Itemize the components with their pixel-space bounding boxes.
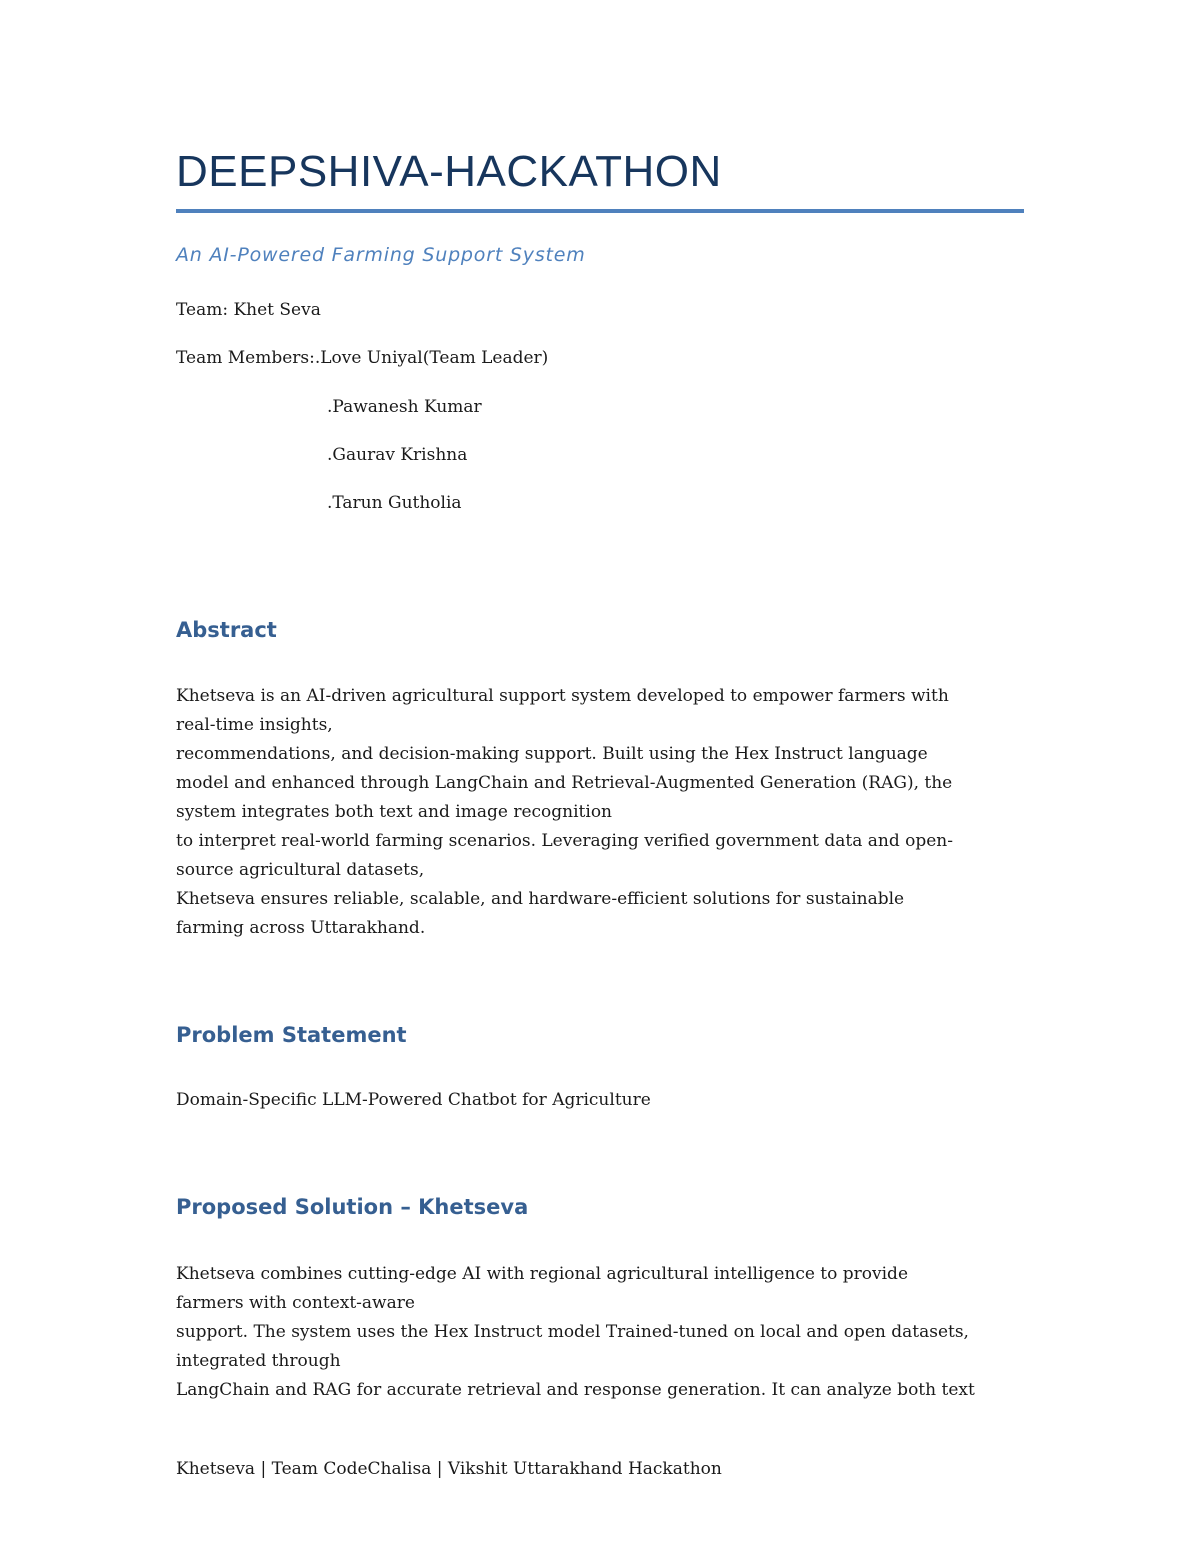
paragraph-line: Khetseva ensures reliable, scalable, and hardware-efficient solutions for sustainable xyxy=(176,889,905,909)
team-members-label: Team Members:.Love Uniyal(Team Leader) xyxy=(176,348,549,368)
paragraph-line: system integrates both text and image recognition xyxy=(176,802,612,822)
document-title: DEEPSHIVA-HACKATHON xyxy=(176,147,722,196)
proposed-solution-heading: Proposed Solution – Khetseva xyxy=(176,1195,529,1219)
title-underline xyxy=(176,209,1024,213)
abstract-heading: Abstract xyxy=(176,618,277,642)
paragraph-line: recommendations, and decision-making support. Built using the Hex Instruct language xyxy=(176,744,928,764)
paragraph-line: support. The system uses the Hex Instruct model Trained-tuned on local and open datasets, xyxy=(176,1322,969,1342)
paragraph-line: real-time insights, xyxy=(176,715,333,735)
paragraph-line: Khetseva is an AI-driven agricultural support system developed to empower farmers with xyxy=(176,686,949,706)
paragraph-line: Khetseva combines cutting-edge AI with regional agricultural intelligence to provide xyxy=(176,1264,909,1284)
team-member: .Pawanesh Kumar xyxy=(327,397,482,417)
problem-statement-heading: Problem Statement xyxy=(176,1023,407,1047)
team-member: .Gaurav Krishna xyxy=(327,445,468,465)
page-footer: Khetseva | Team CodeChalisa | Vikshit Uttarakhand Hackathon xyxy=(176,1459,722,1479)
problem-statement-text: Domain-Specific LLM-Powered Chatbot for Agriculture xyxy=(176,1090,651,1110)
abstract-paragraph xyxy=(176,682,1036,943)
paragraph-line: farming across Uttarakhand. xyxy=(176,918,426,938)
team-name: Team: Khet Seva xyxy=(176,300,321,320)
team-member: .Tarun Gutholia xyxy=(327,493,462,513)
paragraph-line: model and enhanced through LangChain and Retrieval-Augmented Generation (RAG), the xyxy=(176,773,953,793)
paragraph-line: to interpret real-world farming scenarios. Leveraging verified government data and open- xyxy=(176,831,953,851)
paragraph-line: source agricultural datasets, xyxy=(176,860,425,880)
paragraph-line: LangChain and RAG for accurate retrieval and response generation. It can analyze both text xyxy=(176,1380,975,1400)
paragraph-line: integrated through xyxy=(176,1351,341,1371)
proposed-solution-paragraph xyxy=(176,1260,1036,1405)
document-subtitle: An AI-Powered Farming Support System xyxy=(176,244,586,266)
paragraph-line: farmers with context-aware xyxy=(176,1293,415,1313)
